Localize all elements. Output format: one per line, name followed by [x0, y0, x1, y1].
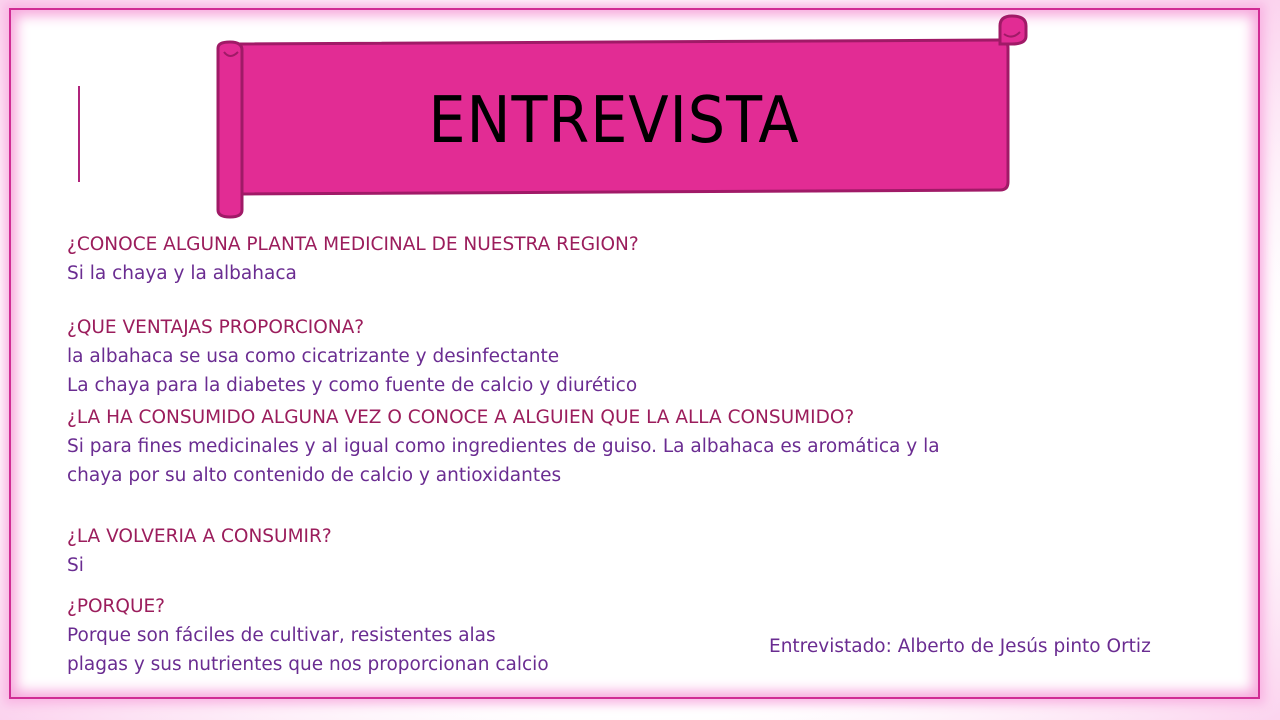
interview-content: [67, 230, 1067, 679]
qa-item: [67, 230, 1067, 288]
qa-item: [67, 313, 1067, 400]
answer-text: plagas y sus nutrientes que nos proporcionan calcio: [67, 654, 549, 675]
answer-text: Si: [67, 555, 84, 576]
question-text: ¿LA VOLVERIA A CONSUMIR?: [67, 526, 332, 547]
question-text: ¿QUE VENTAJAS PROPORCIONA?: [67, 317, 365, 338]
accent-line: [78, 86, 80, 182]
answer-text: la albahaca se usa como cicatrizante y desinfectante: [67, 346, 560, 367]
question-text: ¿CONOCE ALGUNA PLANTA MEDICINAL DE NUESTRA REGION?: [67, 234, 639, 255]
qa-item: [67, 522, 1067, 580]
question-text: ¿LA HA CONSUMIDO ALGUNA VEZ O CONOCE A ALGUIEN QUE LA ALLA CONSUMIDO?: [67, 407, 855, 428]
answer-text: Porque son fáciles de cultivar, resistentes alas: [67, 625, 496, 646]
interviewee-credit: Entrevistado: Alberto de Jesús pinto Ortiz: [769, 636, 1151, 657]
question-text: ¿PORQUE?: [67, 596, 166, 617]
answer-text: chaya por su alto contenido de calcio y antioxidantes: [67, 465, 562, 486]
answer-text: La chaya para la diabetes y como fuente de calcio y diurético: [67, 375, 638, 396]
answer-text: Si para fines medicinales y al igual como ingredientes de guiso. La albahaca es aromática y la: [67, 436, 940, 457]
answer-text: Si la chaya y la albahaca: [67, 263, 297, 284]
qa-item: [67, 403, 1067, 490]
banner-title: ENTREVISTA: [428, 84, 800, 158]
